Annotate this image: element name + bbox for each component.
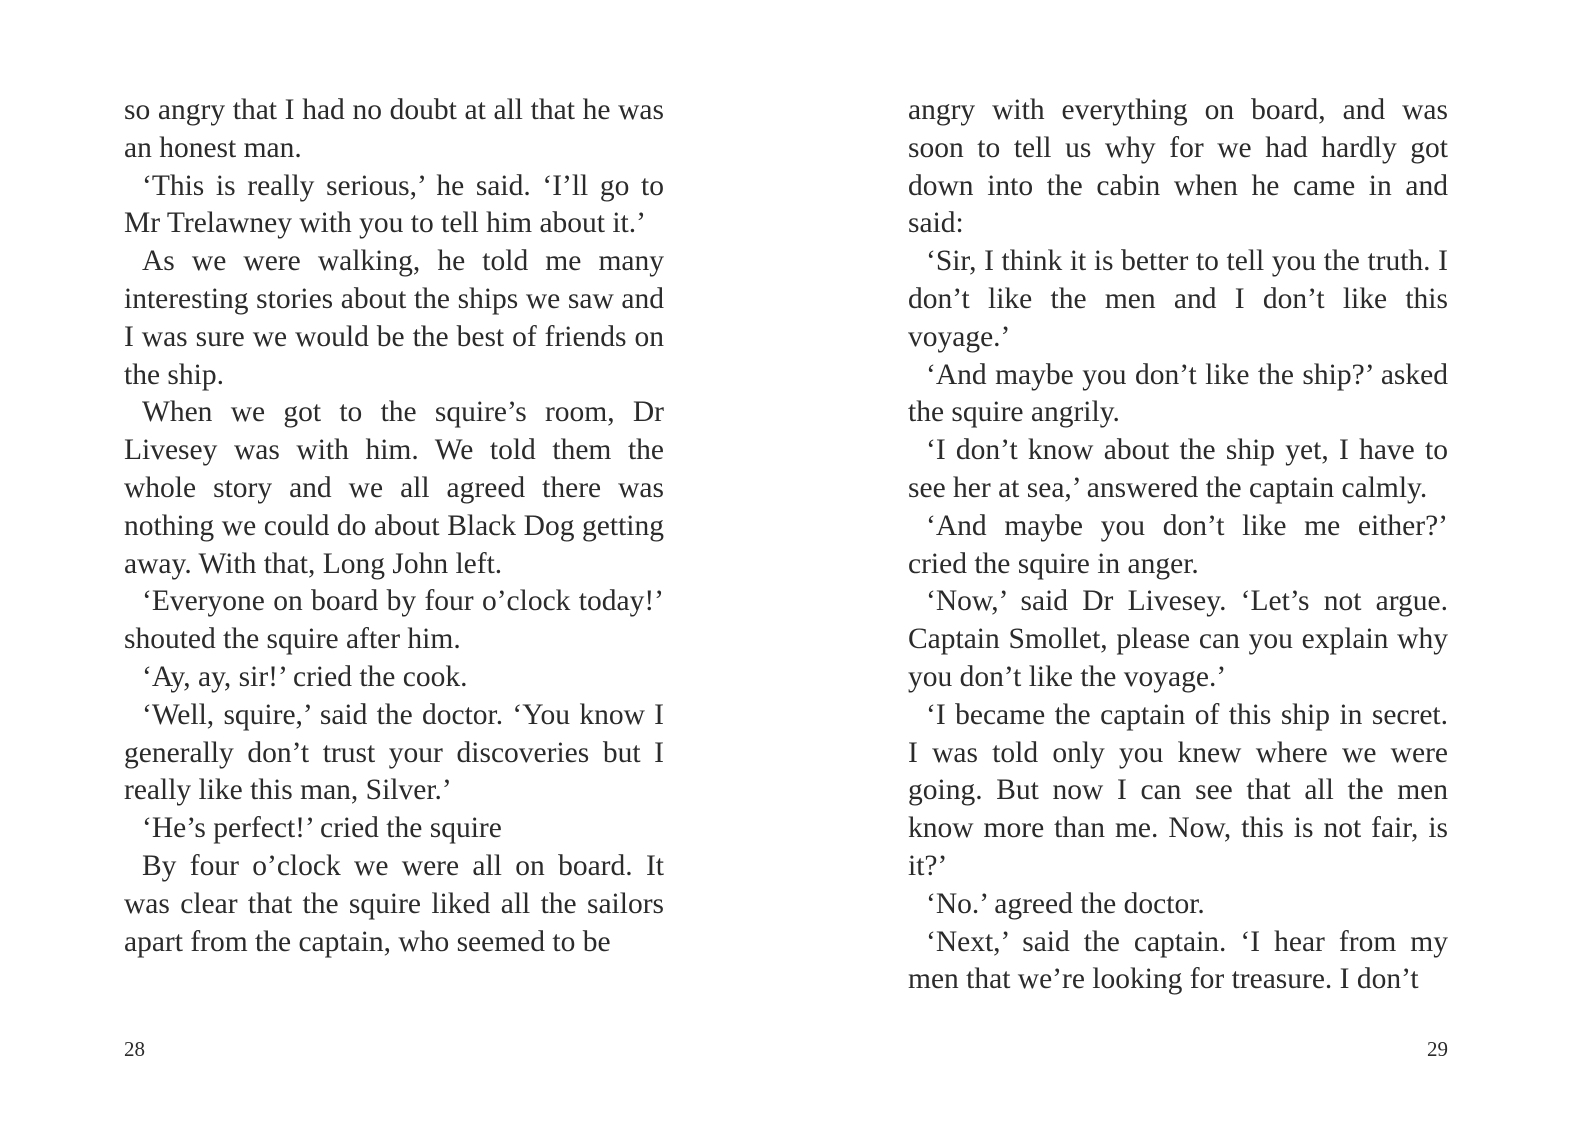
- paragraph: ‘This is really serious,’ he said. ‘I’ll go to Mr Trelawney with you to tell him about it.’: [124, 169, 664, 240]
- paragraph: so angry that I had no doubt at all that he was an honest man.: [124, 94, 664, 164]
- paragraph: ‘Everyone on board by four o’clock today!’ shouted the squire after him.: [124, 585, 664, 656]
- right-page: [908, 92, 1448, 1092]
- paragraph: When we got to the squire’s room, Dr Livesey was with him. We told them the whole story and we all agreed there was nothing we could do about Black Dog getting away. With that, Long John left.: [124, 396, 664, 580]
- paragraph: By four o’clock we were all on board. It was clear that the squire liked all the sailors apart from the captain, who seemed to be: [124, 849, 664, 958]
- paragraph: ‘Ay, ay, sir!’ cried the cook.: [142, 660, 468, 693]
- left-page-text: [124, 92, 664, 961]
- paragraph: ‘And maybe you don’t like the ship?’ asked the squire angrily.: [908, 358, 1448, 429]
- left-page: [124, 92, 664, 1092]
- paragraph: angry with everything on board, and was soon to tell us why for we had hardly got down into the cabin when he came in and said:: [908, 94, 1448, 240]
- paragraph: ‘I don’t know about the ship yet, I have to see her at sea,’ answered the captain calmly.: [908, 434, 1448, 504]
- paragraph: ‘He’s perfect!’ cried the squire: [142, 812, 502, 845]
- paragraph: ‘Well, squire,’ said the doctor. ‘You know I generally don’t trust your discoveries but I really like this man, Silver.’: [124, 698, 664, 807]
- paragraph: ‘Now,’ said Dr Livesey. ‘Let’s not argue. Captain Smollet, please can you explain why you don’t like the voyage.’: [908, 585, 1448, 693]
- page-number-left: 28: [124, 1037, 145, 1061]
- paragraph: ‘I became the captain of this ship in secret. I was told only you knew where we were going. But now I can see that all the men know more than me. Now, this is not fair, is it?’: [908, 698, 1448, 882]
- right-page-text: [908, 92, 1448, 999]
- paragraph: ‘Sir, I think it is better to tell you the truth. I don’t like the men and I don’t like this voyage.’: [908, 245, 1448, 353]
- paragraph: ‘No.’ agreed the doctor.: [926, 887, 1205, 920]
- page-number-right: 29: [1427, 1037, 1448, 1061]
- paragraph: As we were walking, he told me many interesting stories about the ships we saw and I was sure we would be the best of friends on the ship.: [124, 245, 664, 391]
- paragraph: ‘And maybe you don’t like me either?’ cried the squire in anger.: [908, 509, 1448, 580]
- paragraph: ‘Next,’ said the captain. ‘I hear from my men that we’re looking for treasure. I don’t: [908, 925, 1448, 996]
